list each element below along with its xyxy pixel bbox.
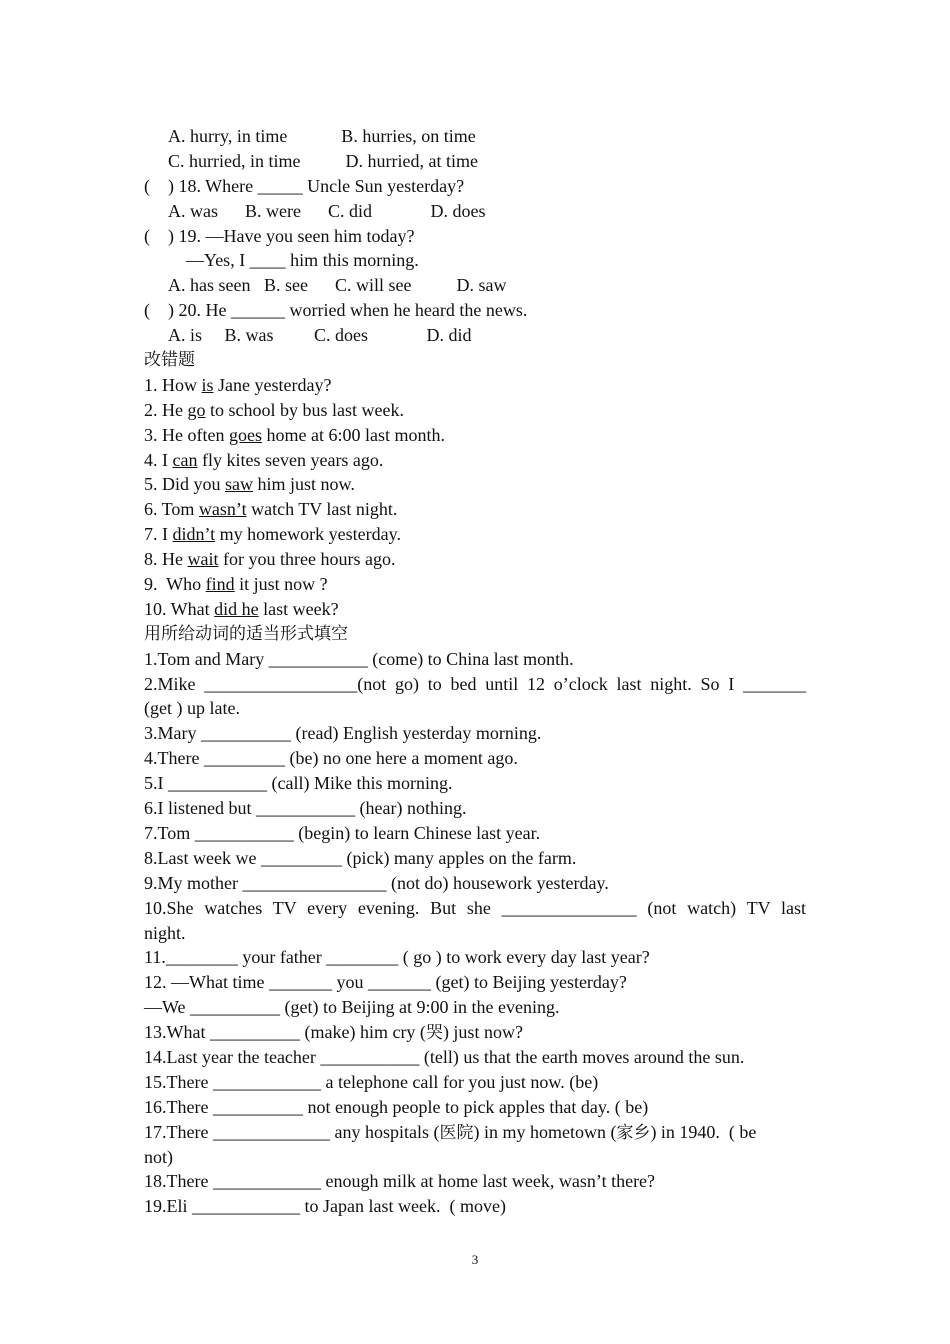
fill-item-15: 15.There ____________ a telephone call for you just now. (be) [144,1071,599,1092]
question-20: ( ) 20. He ______ worried when he heard the news. [144,300,528,321]
underlined-error: find [205,574,235,595]
fill-item-12: 12. —What time _______ you _______ (get) to Beijing yesterday? [144,972,627,993]
q18-options: A. was B. were C. did D. does [168,200,486,221]
correction-item [144,522,806,547]
item-text: 2. He [144,399,188,420]
item-text: Jane yesterday? [213,374,332,395]
correction-item [144,572,806,597]
q17-options-line-1: A. hurry, in time B. hurries, on time [168,126,476,146]
page-number: 3 [471,1252,479,1267]
fill-item-19: 19.Eli ____________ to Japan last week. ( move) [144,1196,506,1217]
question-18: ( ) 18. Where _____ Uncle Sun yesterday? [144,175,465,196]
underlined-error: goes [228,424,262,445]
underlined-error: wait [187,549,219,570]
fill-item-16: 16.There __________ not enough people to pick apples that day. ( be) [144,1096,649,1117]
fill-item-10: 10.She watches TV every evening. But she _______________ (not watch) TV last [144,897,806,918]
item-text: 13.What __________ (make) him cry ( [144,1022,426,1043]
chinese-gloss: 哭 [425,1023,443,1044]
chinese-gloss: 医院 [439,1122,474,1143]
correction-item [144,497,806,522]
underlined-error: wasn’t [198,499,247,520]
q19-options: A. has seen B. see C. will see D. saw [168,275,507,296]
item-text: ) just now? [442,1022,523,1043]
underlined-error: did he [214,598,259,619]
fill-item-13 [144,1020,806,1045]
correction-item [144,448,806,473]
underlined-error: is [201,374,214,395]
item-text: 10. What [144,598,215,619]
fill-item-9: 9.My mother ________________ (not do) housework yesterday. [144,872,609,893]
q19-reply: —Yes, I ____ him this morning. [186,250,419,271]
item-text: to school by bus last week. [205,399,404,420]
fill-item-12-reply: —We __________ (get) to Beijing at 9:00 in the evening. [144,997,560,1018]
correction-item [144,398,806,423]
q20-options: A. is B. was C. does D. did [168,325,472,346]
fill-item-14: 14.Last year the teacher ___________ (tell) us that the earth moves around the sun. [144,1046,745,1067]
item-text: 4. I [144,449,173,470]
fill-item-7: 7.Tom ___________ (begin) to learn Chinese last year. [144,822,541,843]
item-text: it just now ? [234,574,328,595]
chinese-gloss: 家乡 [616,1122,651,1143]
item-text: for you three hours ago. [218,549,396,570]
underlined-error: can [172,449,198,470]
item-text: 9. Who [144,574,206,595]
fill-item-5: 5.I ___________ (call) Mike this morning. [144,773,453,794]
underlined-error: didn’t [172,524,216,545]
page-content [144,124,806,1219]
item-text: 8. He [144,549,188,570]
correction-item [144,472,806,497]
fill-item-8: 8.Last week we _________ (pick) many apples on the farm. [144,847,577,868]
item-text: watch TV last night. [246,499,398,520]
fill-item-6: 6.I listened but ___________ (hear) nothing. [144,798,467,819]
correction-item [144,423,806,448]
fill-item-18: 18.There ____________ enough milk at home last week, wasn’t there? [144,1171,656,1192]
correction-item [144,373,806,398]
underlined-error: saw [225,474,253,495]
item-text: last week? [258,598,339,619]
item-text: ) in my hometown ( [473,1121,617,1142]
item-text: 3. He often [144,424,229,445]
item-text: 17.There _____________ any hospitals ( [144,1121,440,1142]
item-text: 6. Tom [144,499,199,520]
item-text: him just now. [253,474,355,495]
fill-in-heading: 用所给动词的适当形式填空 [144,623,348,644]
item-text: home at 6:00 last month. [261,424,445,445]
item-text: fly kites seven years ago. [197,449,384,470]
item-text: my homework yesterday. [215,524,401,545]
item-text: 5. Did you [144,474,225,495]
question-19: ( ) 19. —Have you seen him today? [144,225,415,246]
fill-item-2: 2.Mike _________________(not go) to bed until 12 o’clock last night. So I _______ [144,673,806,694]
underlined-error: go [187,399,206,420]
correction-item [144,597,806,622]
fill-item-4: 4.There _________ (be) no one here a moment ago. [144,748,518,769]
fill-item-11: 11.________ your father ________ ( go ) to work every day last year? [144,947,650,968]
fill-item-10-continued: night. [144,922,186,943]
fill-item-17 [144,1120,806,1145]
fill-item-1: 1.Tom and Mary ___________ (come) to China last month. [144,648,574,669]
item-text: 7. I [144,524,173,545]
correction-item [144,547,806,572]
item-text: ) in 1940. ( be [650,1121,757,1142]
fill-item-17-continued: not) [144,1146,173,1167]
fill-item-3: 3.Mary __________ (read) English yesterday morning. [144,723,542,744]
fill-item-2-continued: (get ) up late. [144,698,240,719]
q17-options-line-2: C. hurried, in time D. hurried, at time [168,150,478,171]
correction-heading: 改错题 [144,350,195,371]
item-text: 1. How [144,374,202,395]
